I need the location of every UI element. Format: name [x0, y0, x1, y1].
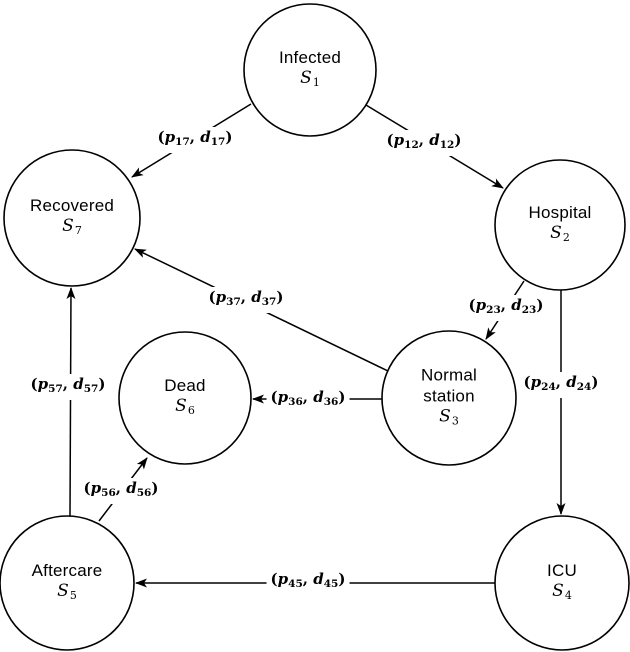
edge-label-part: (: [30, 375, 38, 393]
edge-label-s5-to-s7: [27, 374, 110, 400]
edge-label-part: 45: [288, 578, 303, 590]
node-label-s6: [164, 375, 205, 421]
edge-label-part: 23: [486, 304, 501, 316]
edge-label-part: ,: [189, 128, 201, 146]
node-name-line: Infected: [278, 48, 342, 67]
node-name-line: ICU: [547, 561, 577, 580]
node-name-line: station: [423, 386, 475, 406]
edge-s5-to-s7: [70, 288, 71, 516]
edge-label-part: d: [429, 131, 440, 149]
edge-label-s4-to-s5: [267, 569, 350, 595]
node-label-s1: [279, 47, 341, 93]
edge-label-s2-to-s3: [465, 295, 548, 321]
edge-label-part: ): [151, 479, 159, 497]
edge-label-part: ,: [240, 288, 252, 306]
edge-label-s3-to-s6: [267, 387, 350, 413]
edge-label-part: 56: [136, 487, 152, 499]
edge-label-part: d: [200, 128, 211, 146]
node-name-line: Aftercare: [31, 561, 103, 580]
edge-label-part: 17: [210, 136, 226, 148]
edge-label-part: p: [37, 375, 49, 393]
node-symbol-letter: S: [57, 581, 69, 601]
node-symbol: [547, 581, 577, 606]
edge-label-s1-to-s2: [383, 130, 466, 156]
edge-label-part: p: [215, 288, 227, 306]
node-name-line: Normal: [421, 365, 477, 385]
edge-label-part: 23: [521, 304, 537, 316]
edge-label-part: 12: [439, 139, 455, 151]
edge-label-part: p: [90, 479, 102, 497]
edge-label-part: ): [338, 570, 346, 588]
edge-label-s5-to-s6: [80, 478, 163, 504]
node-symbol-subscript: 3: [451, 414, 459, 428]
edge-label-part: ,: [115, 479, 127, 497]
edge-label-part: 45: [323, 578, 339, 590]
edge-label-part: p: [164, 128, 176, 146]
node-symbol-subscript: 5: [69, 589, 77, 602]
edge-label-part: 56: [101, 487, 116, 499]
node-symbol-letter: S: [62, 216, 74, 236]
node-label-s7: [30, 195, 114, 241]
edge-label-s1-to-s7: [154, 127, 237, 153]
node-label-s2: [528, 202, 591, 248]
node-name-line: Dead: [164, 376, 206, 395]
edge-label-part: d: [73, 375, 84, 393]
node-symbol: [32, 581, 103, 606]
node-symbol: [164, 396, 205, 421]
node-symbol-subscript: 6: [187, 404, 195, 417]
node-label-s3: [421, 365, 477, 432]
edge-label-part: d: [251, 288, 262, 306]
node-symbol: [279, 68, 341, 93]
edge-label-part: p: [277, 570, 289, 588]
edge-label-part: 37: [226, 296, 241, 308]
node-label-s4: [547, 560, 577, 606]
node-name-line: Recovered: [29, 196, 115, 215]
edge-label-part: d: [566, 373, 577, 391]
node-symbol-subscript: 2: [562, 231, 570, 244]
node-symbol-letter: S: [439, 406, 451, 427]
node-symbol: [528, 223, 591, 248]
edge-label-part: d: [313, 388, 324, 406]
node-symbol-subscript: 1: [312, 76, 320, 89]
edge-label-s2-to-s4: [520, 372, 603, 398]
edge-label-part: ): [98, 375, 106, 393]
edge-label-part: 36: [288, 396, 303, 408]
edge-label-part: ): [591, 373, 599, 391]
edge-label-part: 17: [175, 136, 190, 148]
edge-label-part: 24: [541, 381, 556, 393]
edge-label-part: ,: [302, 388, 314, 406]
edge-label-part: p: [475, 296, 487, 314]
edge-label-part: ): [225, 128, 233, 146]
edge-label-part: d: [313, 570, 324, 588]
edge-label-part: ,: [62, 375, 74, 393]
edge-label-part: (: [468, 296, 476, 314]
node-symbol-letter: S: [550, 223, 562, 243]
node-symbol-letter: S: [175, 396, 187, 416]
edge-label-part: (: [523, 373, 531, 391]
edge-label-part: ): [276, 288, 284, 306]
node-name-line: Hospital: [528, 203, 592, 222]
edge-label-part: 57: [48, 383, 63, 395]
edge-label-part: ,: [302, 570, 314, 588]
edge-label-part: (: [270, 570, 278, 588]
edge-label-part: 36: [323, 396, 339, 408]
edge-label-part: ): [338, 388, 346, 406]
node-symbol-subscript: 7: [74, 224, 82, 237]
edge-label-part: 37: [261, 296, 277, 308]
edge-label-part: (: [386, 131, 394, 149]
edge-label-part: d: [511, 296, 522, 314]
edge-label-part: ): [536, 296, 544, 314]
node-symbol-letter: S: [552, 581, 564, 601]
edge-label-part: p: [530, 373, 542, 391]
edge-label-part: p: [277, 388, 289, 406]
edge-label-part: (: [208, 288, 216, 306]
edge-label-part: 24: [576, 381, 592, 393]
edge-label-part: p: [393, 131, 405, 149]
edge-label-part: ,: [555, 373, 567, 391]
edge-label-part: (: [270, 388, 278, 406]
edge-label-part: (: [157, 128, 165, 146]
node-symbol-subscript: 4: [564, 589, 572, 602]
edge-label-s3-to-s7: [205, 287, 288, 313]
edge-label-part: d: [126, 479, 137, 497]
node-symbol: [30, 216, 114, 241]
edge-label-part: ,: [418, 131, 430, 149]
edge-label-part: 12: [404, 139, 419, 151]
edge-label-part: 57: [83, 383, 99, 395]
node-symbol: [421, 407, 477, 432]
edge-label-part: (: [83, 479, 91, 497]
node-symbol-letter: S: [300, 68, 312, 88]
edge-label-part: ,: [500, 296, 512, 314]
node-label-s5: [32, 560, 103, 606]
edge-label-part: ): [454, 131, 462, 149]
